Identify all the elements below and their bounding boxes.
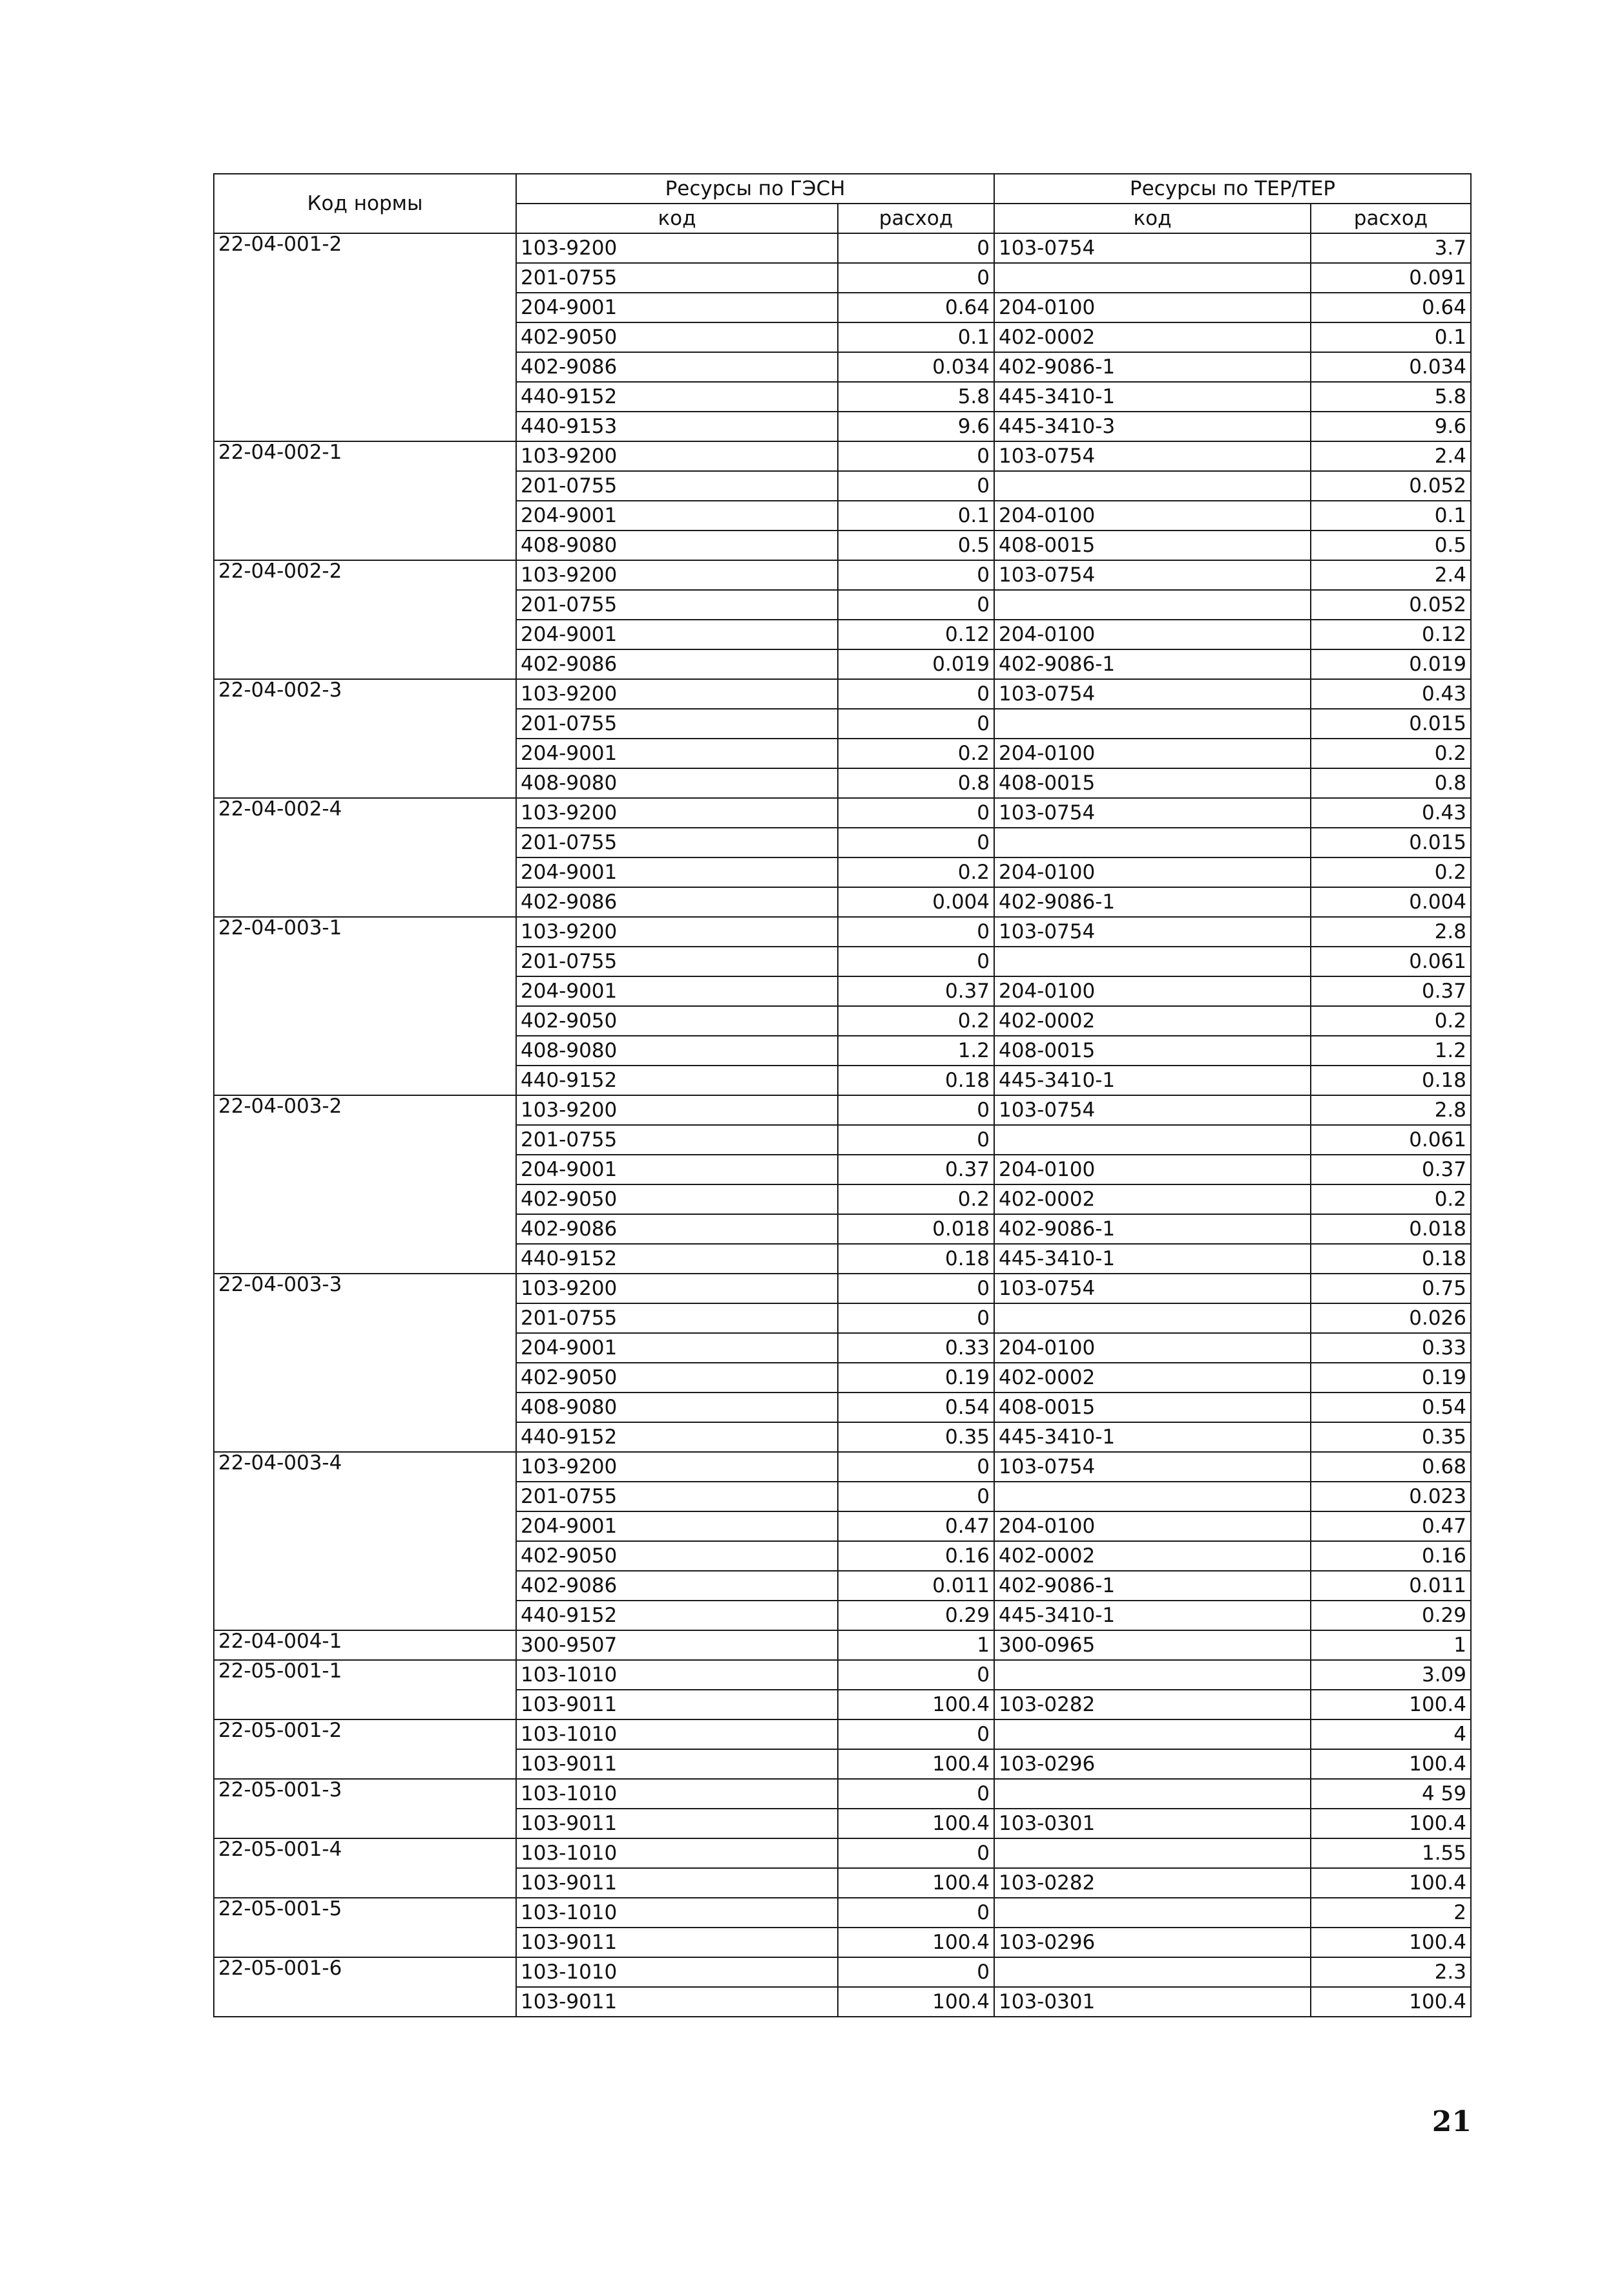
ter-consumption-cell: 100.4	[1311, 1868, 1471, 1898]
gesn-code-cell: 201-0755	[516, 709, 838, 739]
ter-consumption-cell: 0.2	[1311, 1006, 1471, 1036]
ter-code-cell	[994, 471, 1311, 501]
gesn-code-cell: 103-9200	[516, 560, 838, 590]
ter-consumption-cell: 0.034	[1311, 352, 1471, 382]
norm-code-cell: 22-05-001-6	[214, 1957, 516, 2017]
ter-consumption-cell: 0.68	[1311, 1452, 1471, 1482]
gesn-code-cell: 440-9152	[516, 1066, 838, 1095]
gesn-code-cell: 103-9200	[516, 798, 838, 828]
ter-consumption-cell: 4 59	[1311, 1779, 1471, 1809]
ter-code-cell: 103-0282	[994, 1690, 1311, 1719]
norm-code-cell: 22-05-001-1	[214, 1660, 516, 1719]
gesn-code-cell: 103-9200	[516, 233, 838, 263]
ter-consumption-cell: 0.12	[1311, 620, 1471, 649]
ter-consumption-cell: 0.052	[1311, 471, 1471, 501]
ter-code-cell: 103-0754	[994, 1274, 1311, 1303]
ter-code-cell: 103-0296	[994, 1749, 1311, 1779]
gesn-code-cell: 201-0755	[516, 828, 838, 857]
ter-consumption-cell: 0.35	[1311, 1422, 1471, 1452]
gesn-consumption-cell: 0.011	[838, 1571, 994, 1601]
gesn-code-cell: 201-0755	[516, 471, 838, 501]
ter-consumption-cell: 100.4	[1311, 1749, 1471, 1779]
gesn-consumption-cell: 100.4	[838, 1690, 994, 1719]
gesn-consumption-cell: 0.47	[838, 1511, 994, 1541]
ter-consumption-cell: 0.47	[1311, 1511, 1471, 1541]
gesn-consumption-cell: 0	[838, 1719, 994, 1749]
gesn-code-cell: 204-9001	[516, 1511, 838, 1541]
gesn-consumption-cell: 100.4	[838, 1809, 994, 1838]
ter-consumption-cell: 0.54	[1311, 1393, 1471, 1422]
norm-code-cell: 22-04-004-1	[214, 1630, 516, 1660]
gesn-code-cell: 204-9001	[516, 739, 838, 768]
gesn-consumption-cell: 0	[838, 263, 994, 293]
ter-consumption-cell: 100.4	[1311, 1690, 1471, 1719]
ter-code-cell: 103-0296	[994, 1928, 1311, 1957]
ter-code-cell: 402-0002	[994, 1363, 1311, 1393]
norm-code-cell: 22-05-001-5	[214, 1898, 516, 1957]
gesn-consumption-cell: 0.2	[838, 1184, 994, 1214]
gesn-code-cell: 402-9086	[516, 1214, 838, 1244]
table-row	[214, 1630, 1471, 1660]
ter-consumption-cell: 0.023	[1311, 1482, 1471, 1511]
gesn-code-cell: 402-9086	[516, 649, 838, 679]
gesn-code-cell: 402-9086	[516, 1571, 838, 1601]
gesn-code-cell: 402-9050	[516, 322, 838, 352]
gesn-consumption-cell: 100.4	[838, 1749, 994, 1779]
gesn-consumption-cell: 0.33	[838, 1333, 994, 1363]
ter-consumption-cell: 9.6	[1311, 412, 1471, 441]
gesn-code-cell: 103-1010	[516, 1719, 838, 1749]
ter-consumption-cell: 0.026	[1311, 1303, 1471, 1333]
ter-code-cell: 204-0100	[994, 1511, 1311, 1541]
gesn-code-cell: 103-9200	[516, 679, 838, 709]
gesn-code-cell: 408-9080	[516, 1393, 838, 1422]
table-row	[214, 1660, 1471, 1690]
gesn-code-cell: 402-9050	[516, 1006, 838, 1036]
ter-consumption-cell: 2.8	[1311, 1095, 1471, 1125]
gesn-consumption-cell: 0.034	[838, 352, 994, 382]
gesn-code-cell: 204-9001	[516, 620, 838, 649]
gesn-code-cell: 408-9080	[516, 531, 838, 560]
gesn-consumption-cell: 0	[838, 1452, 994, 1482]
table-row	[214, 1452, 1471, 1482]
gesn-consumption-cell: 0	[838, 1303, 994, 1333]
gesn-consumption-cell: 0.2	[838, 857, 994, 887]
gesn-code-cell: 408-9080	[516, 1036, 838, 1066]
gesn-consumption-cell: 1	[838, 1630, 994, 1660]
ter-code-cell: 103-0754	[994, 560, 1311, 590]
ter-code-cell: 103-0301	[994, 1987, 1311, 2017]
ter-consumption-cell: 0.015	[1311, 828, 1471, 857]
gesn-code-cell: 402-9050	[516, 1184, 838, 1214]
ter-consumption-cell: 0.1	[1311, 501, 1471, 531]
ter-consumption-cell: 1	[1311, 1630, 1471, 1660]
ter-consumption-cell: 0.1	[1311, 322, 1471, 352]
gesn-consumption-cell: 0	[838, 1125, 994, 1155]
gesn-consumption-cell: 0.1	[838, 501, 994, 531]
gesn-consumption-cell: 0.5	[838, 531, 994, 560]
gesn-code-cell: 204-9001	[516, 976, 838, 1006]
gesn-consumption-cell: 0.2	[838, 1006, 994, 1036]
norm-code-cell: 22-04-002-2	[214, 560, 516, 679]
gesn-code-cell: 204-9001	[516, 857, 838, 887]
page-number: 21	[1431, 2105, 1472, 2138]
ter-code-cell: 408-0015	[994, 1036, 1311, 1066]
ter-code-cell: 204-0100	[994, 857, 1311, 887]
gesn-consumption-cell: 0.37	[838, 976, 994, 1006]
norm-code-cell: 22-04-003-1	[214, 917, 516, 1095]
norm-code-cell: 22-04-003-2	[214, 1095, 516, 1274]
ter-code-cell: 402-9086-1	[994, 887, 1311, 917]
gesn-code-cell: 103-1010	[516, 1660, 838, 1690]
ter-code-cell: 103-0282	[994, 1868, 1311, 1898]
ter-code-cell: 103-0754	[994, 798, 1311, 828]
ter-consumption-cell: 2.3	[1311, 1957, 1471, 1987]
ter-consumption-cell: 100.4	[1311, 1987, 1471, 2017]
gesn-code-cell: 440-9153	[516, 412, 838, 441]
ter-consumption-cell: 1.2	[1311, 1036, 1471, 1066]
gesn-code-cell: 103-9011	[516, 1987, 838, 2017]
ter-code-cell: 445-3410-3	[994, 412, 1311, 441]
ter-code-cell	[994, 1838, 1311, 1868]
norm-code-cell: 22-04-002-1	[214, 441, 516, 560]
gesn-code-cell: 440-9152	[516, 1244, 838, 1274]
gesn-consumption-cell: 0	[838, 1660, 994, 1690]
ter-consumption-cell: 0.43	[1311, 798, 1471, 828]
table-row	[214, 798, 1471, 828]
gesn-code-cell: 103-9011	[516, 1749, 838, 1779]
ter-code-cell	[994, 1303, 1311, 1333]
ter-code-cell: 402-0002	[994, 1006, 1311, 1036]
gesn-consumption-cell: 0	[838, 798, 994, 828]
gesn-consumption-cell: 0.18	[838, 1244, 994, 1274]
gesn-code-cell: 103-9200	[516, 1452, 838, 1482]
gesn-code-cell: 103-9011	[516, 1928, 838, 1957]
ter-code-cell: 408-0015	[994, 531, 1311, 560]
ter-code-cell: 445-3410-1	[994, 1601, 1311, 1630]
ter-code-cell	[994, 828, 1311, 857]
ter-consumption-cell: 0.018	[1311, 1214, 1471, 1244]
table-row	[214, 233, 1471, 263]
header-gesn-resources: Ресурсы по ГЭСН	[516, 174, 994, 204]
gesn-code-cell: 402-9086	[516, 352, 838, 382]
gesn-consumption-cell: 0.37	[838, 1155, 994, 1184]
gesn-code-cell: 103-9200	[516, 441, 838, 471]
gesn-consumption-cell: 0	[838, 1482, 994, 1511]
ter-consumption-cell: 2	[1311, 1898, 1471, 1928]
table-row	[214, 917, 1471, 947]
gesn-consumption-cell: 0	[838, 1898, 994, 1928]
ter-consumption-cell: 2.8	[1311, 917, 1471, 947]
ter-consumption-cell: 100.4	[1311, 1809, 1471, 1838]
norm-code-cell: 22-04-003-4	[214, 1452, 516, 1630]
ter-consumption-cell: 0.16	[1311, 1541, 1471, 1571]
gesn-consumption-cell: 0	[838, 679, 994, 709]
table-row	[214, 1274, 1471, 1303]
ter-code-cell: 402-9086-1	[994, 649, 1311, 679]
ter-consumption-cell: 4	[1311, 1719, 1471, 1749]
ter-consumption-cell: 0.015	[1311, 709, 1471, 739]
ter-consumption-cell: 0.019	[1311, 649, 1471, 679]
norm-code-cell: 22-05-001-4	[214, 1838, 516, 1898]
ter-code-cell: 445-3410-1	[994, 382, 1311, 412]
ter-consumption-cell: 2.4	[1311, 441, 1471, 471]
ter-code-cell: 445-3410-1	[994, 1244, 1311, 1274]
gesn-consumption-cell: 0.8	[838, 768, 994, 798]
table-row	[214, 1779, 1471, 1809]
ter-code-cell: 204-0100	[994, 620, 1311, 649]
gesn-code-cell: 103-9011	[516, 1809, 838, 1838]
ter-consumption-cell: 2.4	[1311, 560, 1471, 590]
gesn-code-cell: 201-0755	[516, 1303, 838, 1333]
ter-consumption-cell: 0.43	[1311, 679, 1471, 709]
ter-consumption-cell: 0.19	[1311, 1363, 1471, 1393]
ter-code-cell: 204-0100	[994, 739, 1311, 768]
gesn-consumption-cell: 5.8	[838, 382, 994, 412]
ter-consumption-cell: 0.8	[1311, 768, 1471, 798]
ter-consumption-cell: 0.18	[1311, 1066, 1471, 1095]
ter-code-cell: 103-0754	[994, 1452, 1311, 1482]
gesn-consumption-cell: 0.12	[838, 620, 994, 649]
ter-consumption-cell: 3.7	[1311, 233, 1471, 263]
ter-code-cell: 402-9086-1	[994, 1571, 1311, 1601]
ter-code-cell	[994, 709, 1311, 739]
norm-code-cell: 22-05-001-3	[214, 1779, 516, 1838]
gesn-consumption-cell: 0.19	[838, 1363, 994, 1393]
ter-code-cell	[994, 263, 1311, 293]
norm-code-cell: 22-04-002-4	[214, 798, 516, 917]
ter-consumption-cell: 0.33	[1311, 1333, 1471, 1363]
ter-code-cell: 445-3410-1	[994, 1066, 1311, 1095]
gesn-consumption-cell: 0	[838, 471, 994, 501]
ter-consumption-cell: 0.37	[1311, 1155, 1471, 1184]
gesn-code-cell: 204-9001	[516, 293, 838, 322]
ter-consumption-cell: 0.004	[1311, 887, 1471, 917]
ter-code-cell	[994, 1957, 1311, 1987]
gesn-consumption-cell: 0.35	[838, 1422, 994, 1452]
ter-code-cell: 103-0754	[994, 1095, 1311, 1125]
table-row	[214, 1898, 1471, 1928]
header-ter-consumption: расход	[1311, 204, 1471, 233]
gesn-consumption-cell: 100.4	[838, 1928, 994, 1957]
gesn-code-cell: 103-9200	[516, 1274, 838, 1303]
ter-consumption-cell: 0.091	[1311, 263, 1471, 293]
ter-consumption-cell: 0.29	[1311, 1601, 1471, 1630]
gesn-code-cell: 103-9200	[516, 917, 838, 947]
ter-code-cell	[994, 1482, 1311, 1511]
gesn-consumption-cell: 0	[838, 1095, 994, 1125]
ter-code-cell: 300-0965	[994, 1630, 1311, 1660]
resources-table	[213, 173, 1472, 2017]
gesn-consumption-cell: 0	[838, 1779, 994, 1809]
gesn-code-cell: 103-9011	[516, 1690, 838, 1719]
gesn-code-cell: 204-9001	[516, 1333, 838, 1363]
ter-code-cell: 402-9086-1	[994, 1214, 1311, 1244]
ter-consumption-cell: 0.2	[1311, 739, 1471, 768]
ter-consumption-cell: 0.64	[1311, 293, 1471, 322]
ter-code-cell: 402-0002	[994, 322, 1311, 352]
table-row	[214, 1719, 1471, 1749]
gesn-code-cell: 201-0755	[516, 590, 838, 620]
ter-code-cell: 204-0100	[994, 501, 1311, 531]
ter-code-cell	[994, 590, 1311, 620]
ter-code-cell	[994, 1660, 1311, 1690]
gesn-consumption-cell: 0	[838, 590, 994, 620]
table-row	[214, 1957, 1471, 1987]
gesn-code-cell: 103-9200	[516, 1095, 838, 1125]
gesn-code-cell: 201-0755	[516, 263, 838, 293]
ter-code-cell: 402-9086-1	[994, 352, 1311, 382]
gesn-code-cell: 103-9011	[516, 1868, 838, 1898]
ter-code-cell: 103-0754	[994, 441, 1311, 471]
gesn-consumption-cell: 0.2	[838, 739, 994, 768]
gesn-code-cell: 408-9080	[516, 768, 838, 798]
table-row	[214, 1095, 1471, 1125]
ter-code-cell: 402-0002	[994, 1184, 1311, 1214]
header-norm-code: Код нормы	[214, 174, 516, 233]
ter-consumption-cell: 0.061	[1311, 1125, 1471, 1155]
gesn-code-cell: 300-9507	[516, 1630, 838, 1660]
table-row	[214, 679, 1471, 709]
ter-code-cell	[994, 1779, 1311, 1809]
norm-code-cell: 22-04-003-3	[214, 1274, 516, 1452]
gesn-code-cell: 440-9152	[516, 1601, 838, 1630]
ter-consumption-cell: 0.5	[1311, 531, 1471, 560]
gesn-consumption-cell: 9.6	[838, 412, 994, 441]
gesn-consumption-cell: 0.18	[838, 1066, 994, 1095]
gesn-consumption-cell: 0.018	[838, 1214, 994, 1244]
ter-consumption-cell: 0.75	[1311, 1274, 1471, 1303]
header-ter-code: код	[994, 204, 1311, 233]
ter-code-cell	[994, 1898, 1311, 1928]
gesn-code-cell: 103-1010	[516, 1838, 838, 1868]
ter-consumption-cell: 0.061	[1311, 947, 1471, 976]
ter-consumption-cell: 1.55	[1311, 1838, 1471, 1868]
gesn-consumption-cell: 0.004	[838, 887, 994, 917]
gesn-consumption-cell: 0.64	[838, 293, 994, 322]
ter-code-cell: 445-3410-1	[994, 1422, 1311, 1452]
norm-code-cell: 22-05-001-2	[214, 1719, 516, 1779]
gesn-code-cell: 103-1010	[516, 1779, 838, 1809]
ter-code-cell: 408-0015	[994, 768, 1311, 798]
header-row-top	[214, 174, 1471, 204]
gesn-code-cell: 201-0755	[516, 1482, 838, 1511]
gesn-consumption-cell: 100.4	[838, 1868, 994, 1898]
gesn-code-cell: 204-9001	[516, 1155, 838, 1184]
gesn-code-cell: 440-9152	[516, 382, 838, 412]
header-ter-resources: Ресурсы по ТЕР/ТЕР	[994, 174, 1471, 204]
table-row	[214, 441, 1471, 471]
gesn-consumption-cell: 0	[838, 1838, 994, 1868]
gesn-consumption-cell: 0	[838, 709, 994, 739]
gesn-consumption-cell: 0	[838, 233, 994, 263]
norm-code-cell: 22-04-001-2	[214, 233, 516, 441]
table-header	[214, 174, 1471, 233]
table-body	[214, 233, 1471, 2017]
gesn-consumption-cell: 0	[838, 1274, 994, 1303]
ter-code-cell: 408-0015	[994, 1393, 1311, 1422]
gesn-consumption-cell: 0.019	[838, 649, 994, 679]
ter-code-cell	[994, 947, 1311, 976]
ter-code-cell: 103-0754	[994, 233, 1311, 263]
ter-consumption-cell: 0.2	[1311, 1184, 1471, 1214]
table-row	[214, 560, 1471, 590]
gesn-consumption-cell: 0	[838, 917, 994, 947]
ter-code-cell: 103-0754	[994, 917, 1311, 947]
ter-consumption-cell: 3.09	[1311, 1660, 1471, 1690]
ter-consumption-cell: 0.18	[1311, 1244, 1471, 1274]
gesn-code-cell: 402-9050	[516, 1363, 838, 1393]
ter-code-cell: 204-0100	[994, 976, 1311, 1006]
ter-code-cell: 204-0100	[994, 1333, 1311, 1363]
ter-code-cell	[994, 1125, 1311, 1155]
gesn-code-cell: 201-0755	[516, 947, 838, 976]
gesn-consumption-cell: 0	[838, 828, 994, 857]
norm-code-cell: 22-04-002-3	[214, 679, 516, 798]
gesn-consumption-cell: 0.54	[838, 1393, 994, 1422]
gesn-consumption-cell: 1.2	[838, 1036, 994, 1066]
ter-consumption-cell: 0.052	[1311, 590, 1471, 620]
ter-code-cell: 402-0002	[994, 1541, 1311, 1571]
ter-consumption-cell: 0.2	[1311, 857, 1471, 887]
ter-code-cell: 204-0100	[994, 293, 1311, 322]
gesn-consumption-cell: 0.29	[838, 1601, 994, 1630]
ter-consumption-cell: 0.011	[1311, 1571, 1471, 1601]
gesn-consumption-cell: 0.16	[838, 1541, 994, 1571]
gesn-code-cell: 103-1010	[516, 1898, 838, 1928]
gesn-code-cell: 103-1010	[516, 1957, 838, 1987]
gesn-code-cell: 402-9050	[516, 1541, 838, 1571]
header-gesn-code: код	[516, 204, 838, 233]
gesn-code-cell: 402-9086	[516, 887, 838, 917]
ter-code-cell: 103-0301	[994, 1809, 1311, 1838]
gesn-consumption-cell: 0.1	[838, 322, 994, 352]
ter-consumption-cell: 0.37	[1311, 976, 1471, 1006]
gesn-code-cell: 201-0755	[516, 1125, 838, 1155]
ter-code-cell: 204-0100	[994, 1155, 1311, 1184]
gesn-consumption-cell: 0	[838, 441, 994, 471]
table-row	[214, 1838, 1471, 1868]
gesn-consumption-cell: 100.4	[838, 1987, 994, 2017]
header-gesn-consumption: расход	[838, 204, 994, 233]
gesn-code-cell: 204-9001	[516, 501, 838, 531]
ter-consumption-cell: 5.8	[1311, 382, 1471, 412]
ter-consumption-cell: 100.4	[1311, 1928, 1471, 1957]
gesn-consumption-cell: 0	[838, 1957, 994, 1987]
ter-code-cell	[994, 1719, 1311, 1749]
gesn-code-cell: 440-9152	[516, 1422, 838, 1452]
gesn-consumption-cell: 0	[838, 560, 994, 590]
gesn-consumption-cell: 0	[838, 947, 994, 976]
ter-code-cell: 103-0754	[994, 679, 1311, 709]
